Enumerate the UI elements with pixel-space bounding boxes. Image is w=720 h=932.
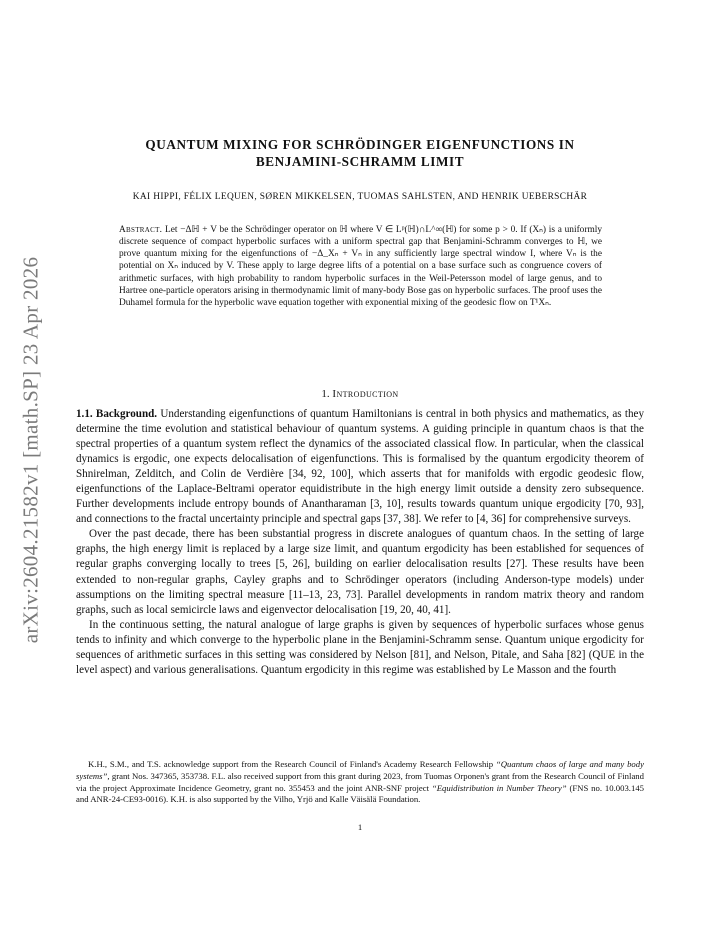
abstract-text: Let −Δℍ + V be the Schrödinger operator on ℍ where V ∈ Lᵖ(ℍ)∩L^∞(ℍ) for some p > 0. If (Xₙ) is a uniformly discrete sequence of compact hyperbolic surfaces with a uniform spectral gap that Benjamini-Schramm converges to ℍ, we prove quantum mixing for the eigenfunctions of −Δ_Xₙ + Vₙ in any sufficiently large spectral window I, where Vₙ is the potential on Xₙ induced by V. These apply to large degree lifts of a potential on a base surface such as congruence covers of arithmetic surfaces, with high probability to random hyperbolic surfaces in the Weil-Petersson model of large genus, and to Hartree one-particle operators arising in thermodynamic limit of many-body Bose gas on hyperbolic surfaces. The proof uses the Duhamel formula for the hyperbolic wave equation together with exponential mixing of the geodesic flow on T¹Xₙ. [119, 225, 602, 308]
paper-title [76, 136, 644, 170]
funding-note [76, 759, 644, 806]
section-number: 1. [321, 388, 330, 400]
section-heading [76, 388, 644, 400]
page-number: 1 [357, 822, 363, 832]
footnote-part-1: K.H., S.M., and T.S. acknowledge support from the Research Council of Finland's Academy Research Fellowship [88, 759, 496, 769]
body-text [76, 407, 644, 678]
grant-title-1: “Quantum chaos of large and many body systems” [76, 759, 644, 781]
section-title: Introduction [332, 388, 399, 400]
arxiv-identifier: arXiv:2604.21582v1 [math.SP] 23 Apr 2026 [18, 256, 43, 644]
paragraph-2: Over the past decade, there has been substantial progress in discrete analogues of quantum chaos. In the setting of large graphs, the high energy limit is replaced by a large size limit, and quantum ergodicity has been established for sequences of regular graphs converging locally to trees [5, 26], building on earlier delocalisation results [27]. These results have been extended to non-regular graphs, Cayley graphs and to Schrödinger operators (including Anderson-type models) under assumptions on the limiting spectral measure [11–13, 23, 73]. Parallel developments in random matrix theory and random graphs, such as local semicircle laws and eigenvector delocalisation [19, 20, 40, 41]. [76, 528, 644, 616]
author-list: KAI HIPPI, FÉLIX LEQUEN, SØREN MIKKELSEN, TUOMAS SAHLSTEN, AND HENRIK UEBERSCHÄR [132, 192, 588, 202]
footnote-part-2: , grant Nos. 347365, 353738. F.L. also received support from this grant during 2023, from Tuomas Orponen's grant from the Research Council of Finland via the project Approximate Incidence Geometry, grant no. 355453 and the joint ANR-SNF project [76, 770, 644, 793]
paragraph-1-text: Understanding eigenfunctions of quantum Hamiltonians is central in both physics and mathematics, as they determine the time evolution and statistical behaviour of quantum systems. A guiding principle in quantum chaos is that the spectral properties of a quantum system reflect the dynamics of the associated classical flow. In particular, when the classical dynamics is ergodic, one expects delocalisation of eigenfunctions. This is formalised by the quantum ergodicity theorem of Shnirelman, Zelditch, and Colin de Verdière [34, 92, 100], which asserts that for manifolds with ergodic geodesic flow, eigenfunctions of the Laplace-Beltrami operator equidistribute in the high energy limit outside a density zero subsequence. Further developments include entropy bounds of Anantharaman [3, 10], results towards quantum unique ergodicity [70, 93], and connections to the fractal uncertainty principle and spectral gaps [37, 38]. We refer to [4, 36] for comprehensive surveys. [76, 408, 644, 526]
arxiv-side-stamp [12, 250, 50, 650]
paragraph-3: In the continuous setting, the natural analogue of large graphs is given by sequences of hyperbolic surfaces whose genus tends to infinity and which converge to the hyperbolic plane in the Benjamini-Schramm sense. Quantum unique ergodicity for sequences of arithmetic surfaces in this setting was considered by Nelson [81], and Nelson, Pitale, and Saha [82] (QUE in the level aspect) and various generalisations. Quantum ergodicity in this regime was established by Le Masson and the fourth [76, 618, 644, 676]
grant-title-2: “Equidistribution in Number Theory” [431, 782, 567, 793]
footnote [76, 759, 644, 806]
abstract-label: Abstract. [119, 225, 163, 235]
subsection-heading: 1.1. Background. [76, 408, 158, 420]
abstract [119, 224, 602, 309]
footnote-part-3: (FNS no. 10.003.145 and ANR-24-CE93-0016). K.H. is also supported by the Vilho, Yrjö and Kalle Väisälä Foundation. [76, 782, 645, 805]
title-line-1: QUANTUM MIXING FOR SCHRÖDINGER EIGENFUNCTIONS IN [145, 137, 575, 152]
title-line-2: BENJAMINI-SCHRAMM LIMIT [255, 154, 465, 169]
paragraph-1 [76, 407, 644, 527]
